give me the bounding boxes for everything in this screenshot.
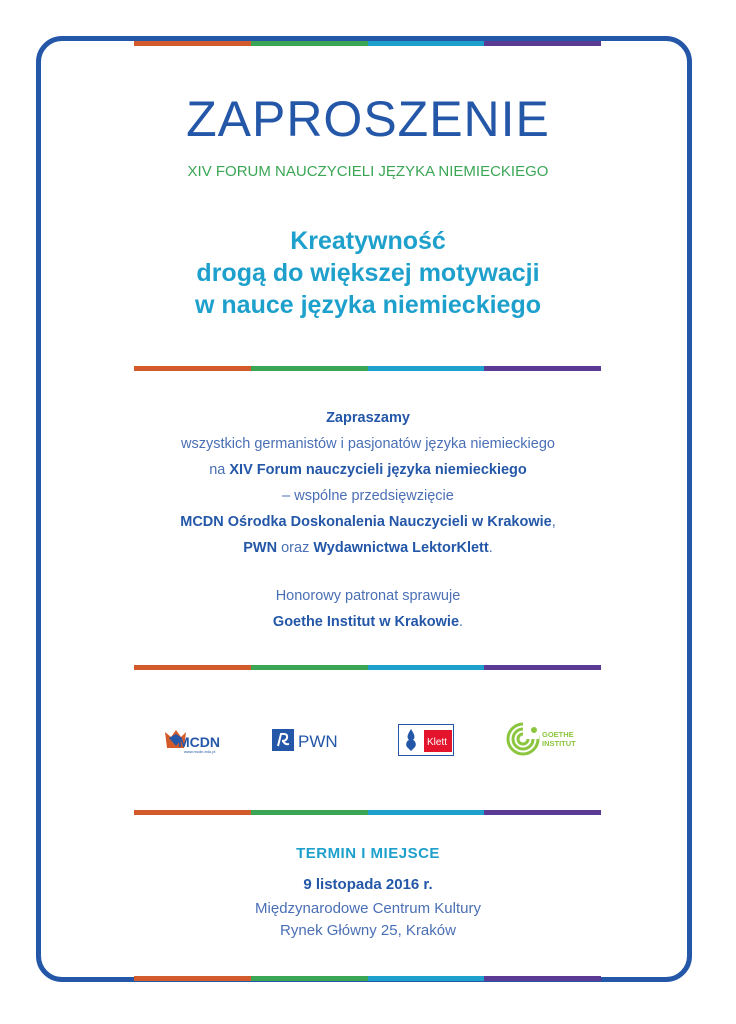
invitation-line-1: wszystkich germanistów i pasjonatów języka niemieckiego bbox=[181, 436, 555, 452]
patronage-line-1: Honorowy patronat sprawuje bbox=[275, 588, 461, 604]
invitation-line-5: PWN oraz Wydawnictwa LektorKlett. bbox=[243, 540, 493, 556]
event-date: 9 listopada 2016 r. bbox=[303, 876, 433, 893]
invitation-line-2: na XIV Forum nauczycieli języka niemieckiego bbox=[209, 462, 527, 478]
svg-text:MCDN: MCDN bbox=[178, 734, 220, 750]
color-stripe-top bbox=[134, 41, 601, 46]
goethe-logo bbox=[506, 722, 582, 756]
svg-text:INSTITUT: INSTITUT bbox=[542, 739, 576, 748]
color-stripe-bottom bbox=[134, 976, 601, 981]
mcdn-logo bbox=[164, 728, 222, 754]
color-stripe-2 bbox=[134, 366, 601, 371]
invitation-line-3: – wspólne przedsięwzięcie bbox=[282, 488, 454, 504]
klett-logo bbox=[398, 724, 454, 756]
pwn-logo bbox=[272, 728, 350, 752]
patronage-text bbox=[0, 583, 736, 635]
headline-line-1: Kreatywność bbox=[290, 227, 446, 255]
headline-line-3: w nauce języka niemieckiego bbox=[195, 291, 541, 319]
forum-subtitle: XIV FORUM NAUCZYCIELI JĘZYKA NIEMIECKIEGO bbox=[187, 163, 549, 180]
svg-text:PWN: PWN bbox=[298, 732, 338, 751]
invitation-heading: Zapraszamy bbox=[326, 410, 410, 426]
color-stripe-4 bbox=[134, 810, 601, 815]
invitation-line-4: MCDN Ośrodka Doskonalenia Nauczycieli w Krakowie, bbox=[180, 514, 556, 530]
patronage-line-2: Goethe Institut w Krakowie. bbox=[272, 614, 464, 630]
invitation-title: ZAPROSZENIE bbox=[186, 91, 550, 147]
color-stripe-3 bbox=[134, 665, 601, 670]
svg-text:GOETHE: GOETHE bbox=[542, 730, 574, 739]
headline-line-2: drogą do większej motywacji bbox=[196, 259, 540, 287]
event-place bbox=[0, 898, 736, 942]
svg-text:www.mcdn.edu.pl: www.mcdn.edu.pl bbox=[184, 749, 216, 754]
partner-logos bbox=[134, 718, 601, 762]
event-heading: TERMIN I MIEJSCE bbox=[296, 845, 440, 862]
theme-headline bbox=[0, 225, 736, 321]
event-venue: Międzynarodowe Centrum Kultury bbox=[255, 900, 481, 917]
svg-text:Klett: Klett bbox=[427, 737, 448, 748]
invitation-text bbox=[0, 405, 736, 561]
event-address: Rynek Główny 25, Kraków bbox=[280, 922, 456, 939]
